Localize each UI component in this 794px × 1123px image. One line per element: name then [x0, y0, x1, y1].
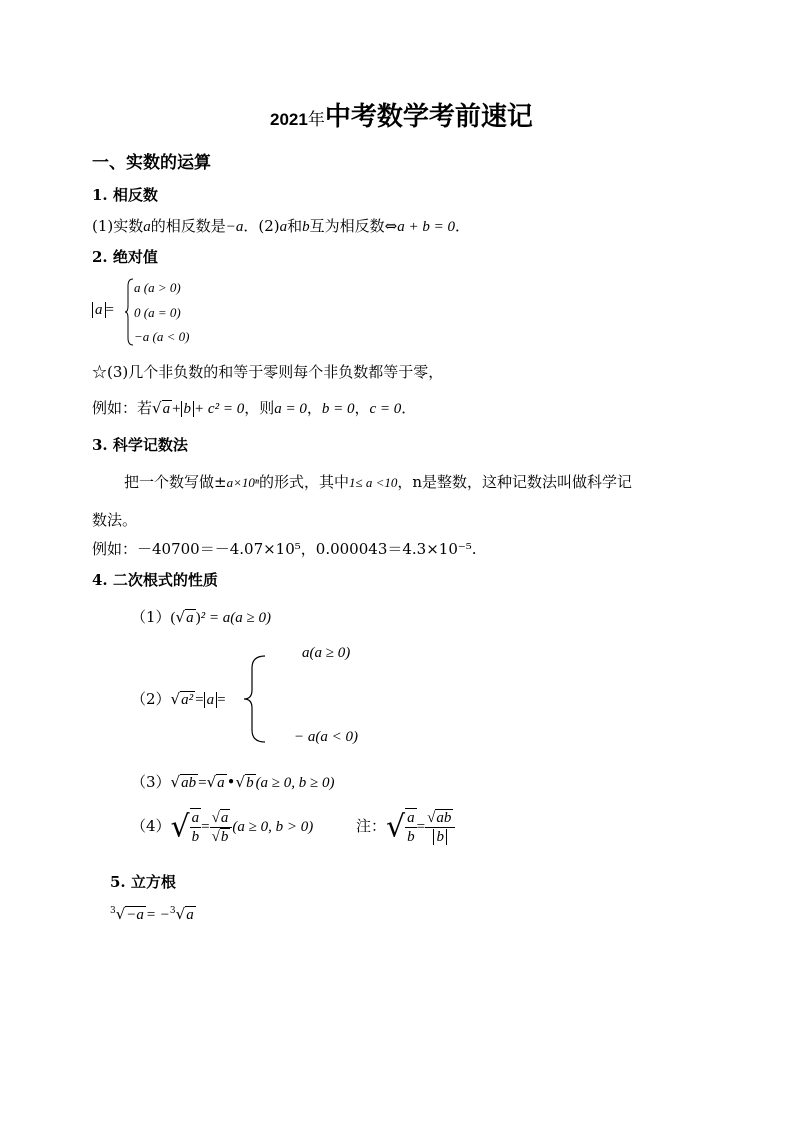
math-a-zero: a = 0	[274, 401, 307, 417]
abs-lhs	[92, 302, 114, 319]
text: 的形式，其中	[258, 473, 349, 491]
math-c-zero: c = 0	[369, 401, 402, 417]
fraction-numerator: ab	[436, 809, 452, 826]
subsection-heading-absolute: 2. 绝对值	[92, 248, 158, 266]
abs-case-negative: −a (a < 0)	[134, 329, 190, 344]
fraction-numerator: a	[191, 810, 200, 826]
scientific-definition-cont: 数法。	[92, 511, 138, 529]
math-a-times-10n: a×10ⁿ	[226, 475, 259, 490]
item-label: （3）	[131, 773, 171, 791]
radical-case-1: a(a ≥ 0)	[302, 645, 351, 661]
note-label: 注：	[356, 817, 387, 835]
fraction-denominator: b	[407, 829, 415, 845]
radical-property-1: （1）(√a )² = a(a ≥ 0)	[131, 608, 271, 626]
text: 互为相反数⇔	[309, 217, 398, 235]
radical-property-4: （4）√ $\frac{a}{b}$ = $\frac{√a}{√b}$ (a ≥ 0, b > 0)	[131, 809, 314, 845]
math-sum: a + b = 0	[397, 219, 455, 235]
page-title	[270, 96, 533, 133]
math-eq: = −	[145, 907, 170, 923]
fraction-denominator: b	[220, 828, 229, 845]
math-rest: ² = a(a ≥ 0)	[200, 610, 271, 626]
nonnegative-example: 例如：若√a + b + c² = 0，则a = 0，b = 0，c = 0．	[92, 399, 417, 417]
text: 的相反数是	[150, 217, 226, 235]
math-eq: =	[195, 692, 204, 708]
math-eq: =	[198, 775, 207, 791]
math-condition: (a ≥ 0, b ≥ 0)	[255, 775, 335, 791]
opposite-number-line	[92, 215, 470, 236]
text: ，	[354, 399, 370, 417]
text: ．	[401, 399, 417, 417]
math-cbrt-a: a	[186, 907, 194, 923]
math-neg-a: −a	[225, 219, 244, 235]
section-heading: 一、实数的运算	[92, 153, 211, 173]
text: 例如：若	[92, 399, 153, 417]
title-main: 中考数学考前速记	[324, 102, 533, 132]
radical-case-2: − a(a < 0)	[294, 729, 358, 745]
radical-property-2: （2）√a² = a =	[131, 690, 226, 708]
math-a: a	[279, 219, 288, 235]
math-condition: (a ≥ 0, b > 0)	[232, 819, 314, 835]
math-sqrt-a: a	[217, 775, 225, 791]
fraction-denominator: b	[191, 829, 200, 845]
item-label: （1）	[131, 608, 171, 626]
radical-property-3: （3）√ab =√a •√b (a ≥ 0, b ≥ 0)	[131, 773, 335, 791]
math-plus: +	[172, 401, 181, 417]
abs-case-positive: a (a > 0)	[134, 280, 181, 295]
text: ，则	[244, 399, 275, 417]
fraction-numerator: a	[220, 809, 229, 826]
subsection-heading-cuberoot: 5. 立方根	[110, 873, 176, 891]
math-abs-a: a	[204, 692, 218, 708]
math-sqrt-b: b	[246, 775, 254, 791]
scientific-example: 例如：－40700＝－4.07×10⁵，0.000043＝4.3×10⁻⁵.	[92, 540, 477, 558]
math-eq: =	[201, 819, 210, 835]
item-label: （4）	[131, 817, 171, 835]
text: 和	[287, 217, 303, 235]
fraction-numerator: a	[407, 810, 415, 826]
subsection-heading-opposite: 1. 相反数	[92, 186, 158, 204]
math-range: 1≤ a <10	[348, 475, 398, 490]
subsection-heading-radical: 4. 二次根式的性质	[92, 571, 218, 589]
title-nian: 年	[307, 110, 325, 130]
text: ．	[454, 217, 470, 235]
math-c-squared: + c² = 0	[194, 401, 245, 417]
radical-note: 注：√ $\frac{a}{b}$ = $\frac{√ab}{b}$	[356, 808, 455, 846]
root-index: 3	[169, 906, 176, 916]
item-label: （2）	[131, 690, 171, 708]
math-a: a	[143, 219, 151, 235]
nonnegative-rule: ☆(3)几个非负数的和等于零则每个非负数都等于零，	[92, 363, 444, 381]
fraction-denominator: b	[433, 829, 447, 845]
math-sqrt-a: a	[186, 610, 194, 626]
text: ，	[306, 399, 322, 417]
math-b: b	[302, 219, 310, 235]
math-abs-a: a	[92, 302, 106, 318]
text: 把一个数写做±	[124, 473, 227, 491]
root-index: 3	[110, 906, 116, 916]
math-b-zero: b = 0	[321, 401, 355, 417]
math-sqrt-ab: ab	[181, 775, 197, 791]
left-brace-icon	[124, 278, 134, 346]
text: (1)实数	[92, 217, 144, 235]
math-eq: =	[105, 302, 114, 318]
left-brace-icon	[242, 654, 266, 744]
subsection-heading-scientific: 3. 科学记数法	[92, 436, 188, 454]
math-eq: =	[416, 819, 426, 835]
math-dot: •	[226, 773, 236, 791]
scientific-definition	[124, 471, 632, 492]
math-abs-b: b	[181, 401, 195, 417]
text: ，n是整数，这种记数法叫做科学记	[397, 473, 633, 491]
math-sqrt-a: a	[162, 401, 171, 417]
math-cbrt-neg-a: −a	[126, 907, 144, 923]
math-sqrt-a-squared: a²	[181, 692, 194, 708]
math-eq: =	[217, 692, 226, 708]
text: ．(2)	[243, 217, 280, 235]
title-year: 2021	[270, 110, 308, 129]
cube-root-formula: $^3$√−a = −$^3$√a	[110, 905, 194, 923]
abs-case-zero: 0 (a = 0)	[134, 305, 181, 320]
